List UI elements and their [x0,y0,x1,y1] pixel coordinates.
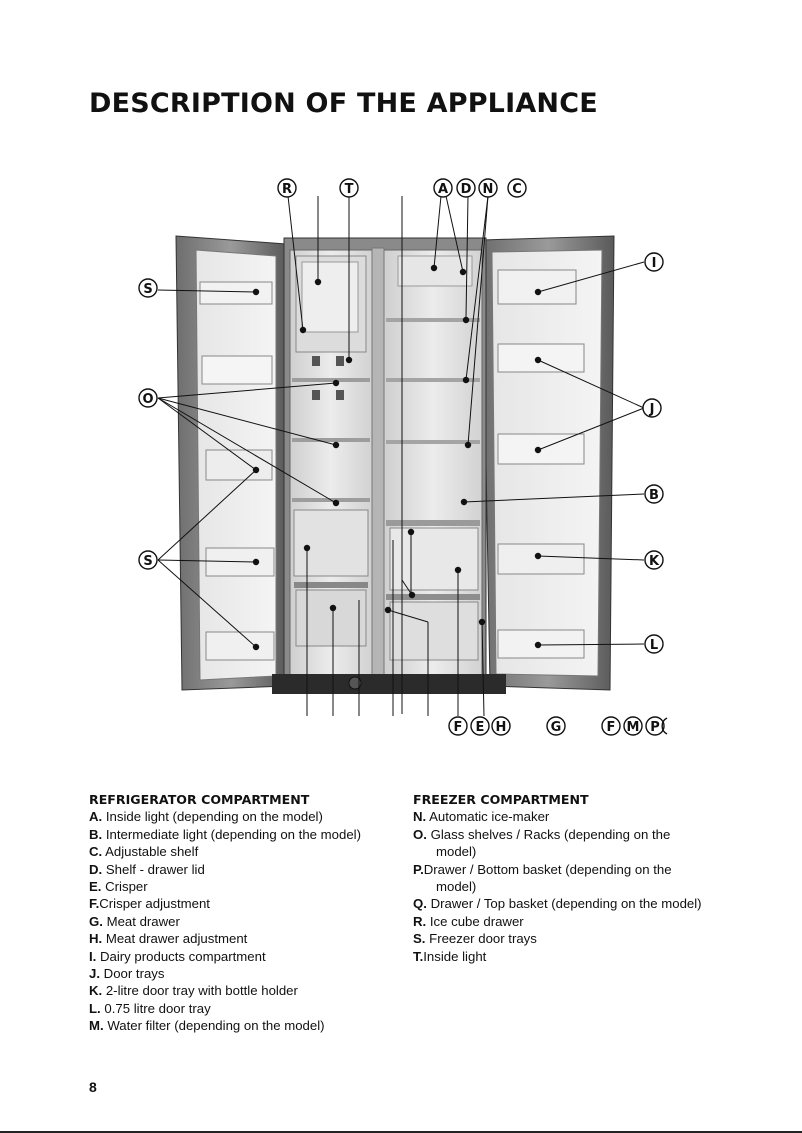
svg-text:B: B [649,488,659,503]
freezer-legend [413,791,703,965]
svg-text:S: S [143,282,153,297]
legend-item-l: L. 0.75 litre door tray [89,1000,211,1016]
legend-item-k: K. 2-litre door tray with bottle holder [89,983,298,999]
callout-l [645,635,663,653]
svg-text:C: C [512,182,522,197]
svg-text:S: S [143,554,153,569]
legend-item-f: F.Crisper adjustment [89,896,210,912]
callout-s-top [139,279,157,297]
callout-t [340,179,358,197]
callout-p [646,717,664,735]
page-title: DESCRIPTION OF THE APPLIANCE [89,88,598,119]
legend-item-a: A. Inside light (depending on the model) [89,809,323,825]
svg-text:J: J [649,402,655,417]
svg-text:F: F [606,720,616,735]
svg-text:I: I [651,256,657,271]
svg-text:H: H [495,720,507,735]
callout-a [434,179,452,197]
legend-item-s: S. Freezer door trays [413,931,537,947]
callout-b [645,485,663,503]
legend-item-b: B. Intermediate light (depending on the model) [89,826,361,842]
callout-r [278,179,296,197]
refrigerator-legend [89,791,409,1035]
callout-k [645,551,663,569]
callout-o [139,389,157,407]
freezer-heading: FREEZER COMPARTMENT [413,792,589,807]
fridge-illustration [176,236,614,694]
svg-text:M: M [626,720,640,735]
svg-text:F: F [453,720,463,735]
callout-i [645,253,663,271]
callout-c [508,179,526,197]
legend-item-t: T.Inside light [413,948,487,964]
svg-text:E: E [475,720,485,735]
refrigerator-heading: REFRIGERATOR COMPARTMENT [89,792,310,807]
legend-item-j: J. Door trays [89,966,165,982]
svg-text:L: L [649,638,659,653]
legend-item-c: C. Adjustable shelf [89,844,199,860]
legend-item-n: N. Automatic ice-maker [413,809,550,825]
legend-item-g: G. Meat drawer [89,913,180,929]
callout-f-right [602,717,620,735]
legend-item-q: Q. Drawer / Top basket (depending on the model) [413,896,702,912]
svg-text:P: P [650,720,660,735]
legend-item-e: E. Crisper [89,879,148,895]
svg-text:A: A [437,182,449,197]
svg-text:N: N [482,182,494,197]
svg-text:K: K [648,554,660,569]
svg-text:G: G [550,720,562,735]
callout-j [643,399,661,417]
callout-h [492,717,510,735]
legend-item-m: M. Water filter (depending on the model) [89,1018,325,1034]
legend-item-i: I. Dairy products compartment [89,948,266,964]
legend-item-p: P.Drawer / Bottom basket (depending on the model) [413,861,672,895]
callout-g [547,717,565,735]
callout-f-left [449,717,467,735]
legend-item-r: R. Ice cube drawer [413,913,524,929]
svg-text:T: T [344,182,354,197]
callout-d [457,179,475,197]
page-number: 8 [89,1079,97,1095]
callout-m [624,717,642,735]
svg-text:O: O [142,392,154,407]
callout-e [471,717,489,735]
callout-s-bottom [139,551,157,569]
svg-text:D: D [460,182,472,197]
callout-n [479,179,497,197]
svg-text:R: R [281,182,293,197]
legend-item-o: O. Glass shelves / Racks (depending on the model) [413,826,671,860]
legend-item-h: H. Meat drawer adjustment [89,931,248,947]
legend-item-d: D. Shelf - drawer lid [89,861,205,877]
